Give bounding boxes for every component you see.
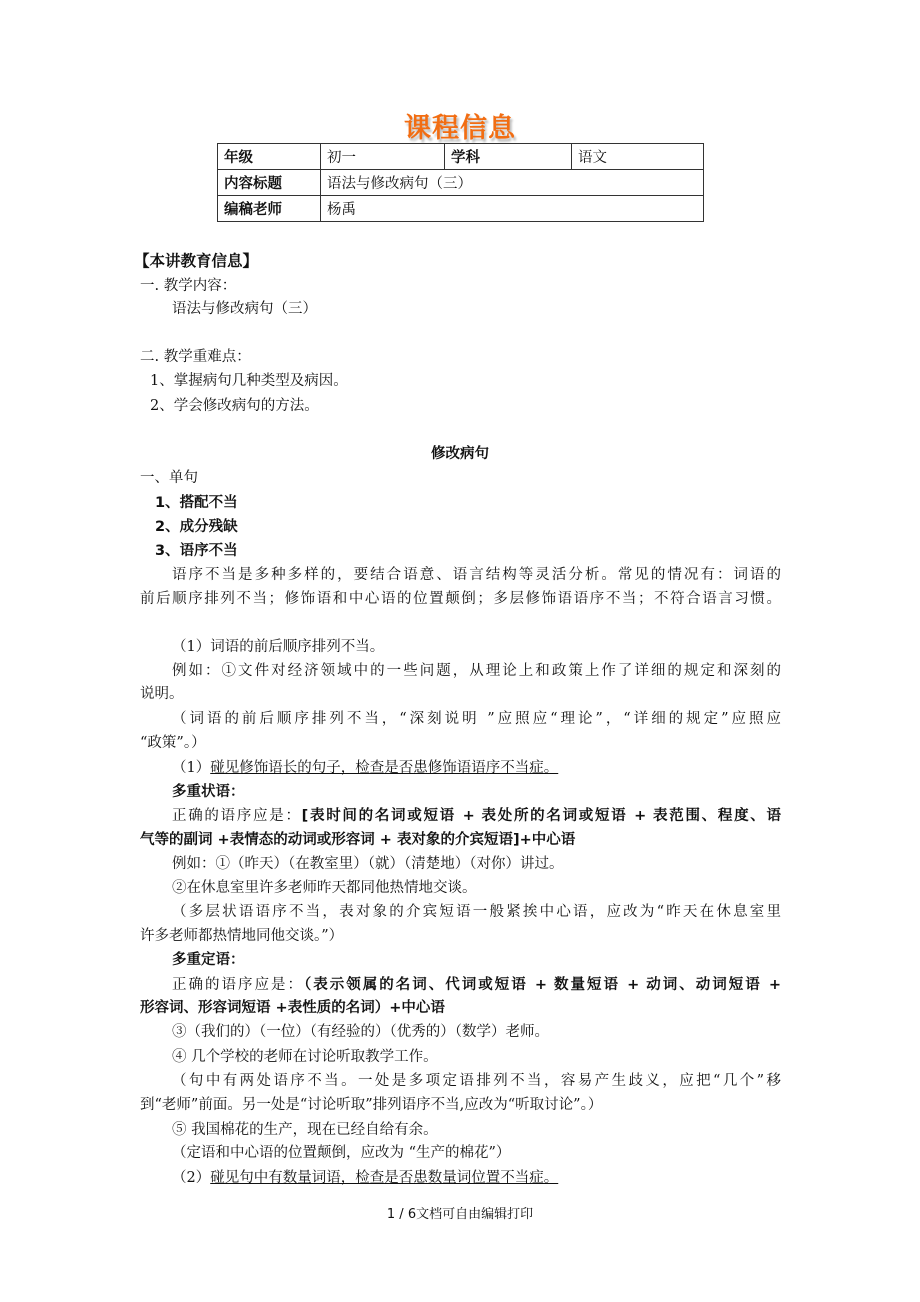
text-line: 一、单句 (140, 470, 198, 486)
text-line: 1、搭配不当 (155, 495, 238, 511)
text-line (172, 805, 781, 827)
text-line: ⑤ 我国棉花的生产，现在已经自给有余。 (172, 1122, 438, 1138)
text-line: “政策”。） (140, 735, 206, 751)
text-line: 例如：①文件对经济领域中的一些问题，从理论上和政策上作了详细的规定和深刻的 (172, 663, 781, 679)
text-line (172, 974, 781, 996)
text-line: 语序不当是多种多样的，要结合语意、语言结构等灵活分析。常见的情况有：词语的 (172, 567, 781, 583)
page-footer: 1 / 6文档可自由编辑打印 (386, 1207, 534, 1222)
subject-label: 学科 (445, 144, 572, 170)
text-line: 2、成分残缺 (155, 519, 238, 535)
text-line: ③（我们的）（一位）（有经验的）（优秀的）（数学）老师。 (172, 1024, 549, 1040)
text-line: 一. 教学内容： (140, 278, 237, 294)
tip-prefix: （1） (172, 760, 211, 776)
text-line: （定语和中心语的位置颠倒，应改为 “生产的棉花”） (172, 1145, 511, 1161)
topic-value: 语法与修改病句（三） (321, 170, 704, 196)
text-line: 1、掌握病句几种类型及病因。 (150, 373, 348, 389)
text-line: 3、语序不当 (155, 543, 238, 559)
rule-text: 形容词、形容词短语 +表性质的名词）+中心语 (140, 1000, 445, 1016)
subject-value: 语文 (572, 144, 704, 170)
text-line: 前后顺序排列不当；修饰语和中心语的位置颠倒；多层修饰语语序不当；不符合语言习惯。 (140, 591, 781, 607)
section-header: 【本讲教育信息】 (134, 252, 259, 270)
text-line: ④ 几个学校的老师在讨论听取教学工作。 (172, 1049, 438, 1065)
text-line: （句中有两处语序不当。一处是多项定语排列不当，容易产生歧义，应把“几个”移 (172, 1073, 781, 1089)
text-line: ②在休息室里许多老师昨天都同他热情地交谈。 (172, 880, 477, 896)
rule-prefix: 正确的语序应是： (172, 808, 302, 824)
text-line: 2、学会修改病句的方法。 (150, 398, 319, 414)
text-line: 二. 教学重难点： (140, 349, 251, 365)
rule-prefix: 正确的语序应是： (172, 977, 305, 993)
subheading: 多重状语： (172, 784, 245, 800)
grade-label: 年级 (218, 144, 321, 170)
rule-text: [表时间的名词或短语 + 表处所的名词或短语 + 表范围、程度、语 (301, 808, 782, 824)
grade-value: 初一 (321, 144, 445, 170)
text-line: 例如：①（昨天）（在教室里）（就）（清楚地）（对你）讲过。 (172, 856, 564, 872)
page-title: 课程信息 (404, 113, 516, 144)
text-line (172, 757, 558, 779)
text-line: （词语的前后顺序排列不当，“深刻说明 ”应照应“理论”，“详细的规定”应照应 (172, 711, 781, 727)
text-line: 语法与修改病句（三） (172, 301, 317, 317)
tip-text: 碰见句中有数量词语，检查是否患数量词位置不当症。 (210, 1170, 559, 1186)
course-info-table (217, 143, 704, 222)
text-line: （1）词语的前后顺序排列不当。 (172, 639, 385, 655)
tip-prefix: （2） (172, 1170, 211, 1186)
topic-label: 内容标题 (218, 170, 321, 196)
rule-text: （表示领属的名词、代词或短语 + 数量短语 + 动词、动词短语 + (304, 977, 782, 993)
text-line: 说明。 (140, 686, 184, 702)
editor-label: 编稿老师 (218, 196, 321, 222)
tip-text: 碰见修饰语长的句子，检查是否患修饰语语序不当症。 (210, 760, 559, 776)
text-line: （多层状语语序不当，表对象的介宾短语一般紧挨中心语，应改为“昨天在休息室里 (172, 904, 781, 920)
text-line: 到“老师”前面。另一处是“讨论听取”排列语序不当,应改为“听取讨论”。） (140, 1097, 603, 1113)
rule-text: 气等的副词 +表情态的动词或形容词 + 表对象的介宾短语]+中心语 (140, 832, 576, 848)
editor-value: 杨禹 (321, 196, 704, 222)
section-heading: 修改病句 (431, 446, 489, 462)
text-line: 许多老师都热情地同他交谈。”） (140, 928, 344, 944)
text-line (172, 1167, 558, 1189)
subheading: 多重定语： (172, 952, 245, 968)
